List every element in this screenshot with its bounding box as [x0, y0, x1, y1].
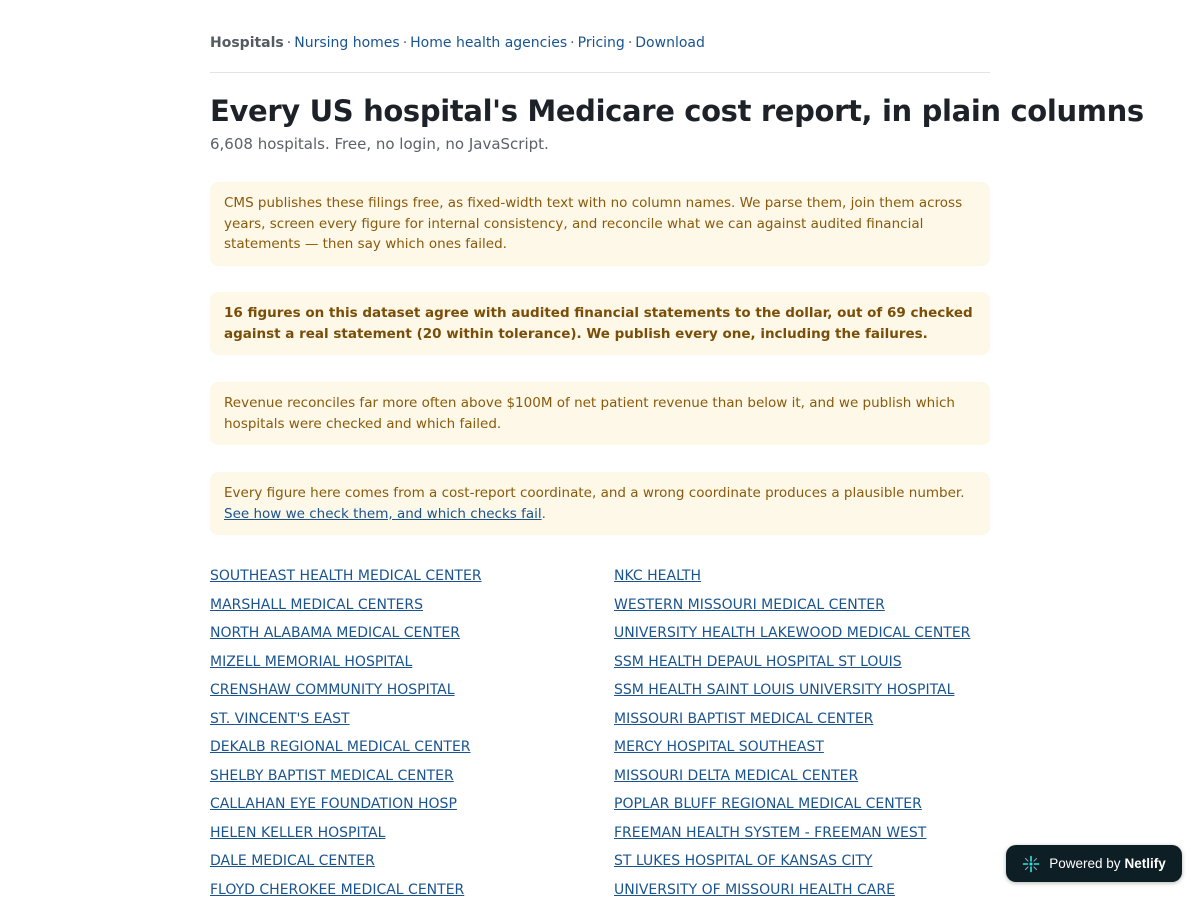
hospital-link[interactable]: WESTERN MISSOURI MEDICAL CENTER: [614, 595, 970, 624]
nav-separator: ·: [567, 35, 577, 51]
hospital-link[interactable]: DEKALB REGIONAL MEDICAL CENTER: [210, 737, 482, 766]
hospital-link[interactable]: MERCY HOSPITAL SOUTHEAST: [614, 737, 970, 766]
hospital-link[interactable]: MISSOURI DELTA MEDICAL CENTER: [614, 766, 970, 795]
nav-separator: ·: [400, 35, 410, 51]
hospital-list-right: [614, 566, 970, 908]
hospital-link[interactable]: DALE MEDICAL CENTER: [210, 851, 482, 880]
hospital-link[interactable]: CRENSHAW COMMUNITY HOSPITAL: [210, 680, 482, 709]
hospital-link[interactable]: SOUTHEAST HEALTH MEDICAL CENTER: [210, 566, 482, 595]
hospital-link[interactable]: ST. VINCENT'S EAST: [210, 709, 482, 738]
nav-separator: ·: [284, 35, 294, 51]
hospital-link[interactable]: NKC HEALTH: [614, 566, 970, 595]
hospital-link[interactable]: SSM HEALTH SAINT LOUIS UNIVERSITY HOSPITAL: [614, 680, 970, 709]
audit-notice: 16 figures on this dataset agree with audited financial statements to the dollar, out of 69 checked against a real statement (20 within tolerance). We publish every one, including the failures.: [210, 292, 990, 355]
page-title: Every US hospital's Medicare cost report, in plain columns: [210, 92, 1010, 130]
nav-link-home-health-agencies[interactable]: Home health agencies: [410, 35, 567, 51]
hospital-link[interactable]: POPLAR BLUFF REGIONAL MEDICAL CENTER: [614, 794, 970, 823]
coordinate-notice-text: Every figure here comes from a cost-report coordinate, and a wrong coordinate produces a plausible number.: [224, 485, 965, 501]
netlify-icon: [1022, 855, 1040, 873]
hospital-list-left: [210, 566, 482, 908]
nav-link-pricing[interactable]: Pricing: [578, 35, 625, 51]
netlify-badge[interactable]: [1006, 845, 1182, 882]
badge-brand: Netlify: [1125, 856, 1166, 871]
methodology-link[interactable]: See how we check them, and which checks fail: [224, 506, 542, 522]
intro-notice: CMS publishes these filings free, as fixed-width text with no column names. We parse them, join them across years, screen every figure for internal consistency, and reconcile what we can against audited financial statements — then say which ones failed.: [210, 182, 990, 266]
hospital-link[interactable]: MISSOURI BAPTIST MEDICAL CENTER: [614, 709, 970, 738]
page-subtitle: 6,608 hospitals. Free, no login, no JavaScript.: [210, 133, 549, 155]
hospital-link[interactable]: MARSHALL MEDICAL CENTERS: [210, 595, 482, 624]
hospital-link[interactable]: FLOYD CHEROKEE MEDICAL CENTER: [210, 880, 482, 908]
hospital-link[interactable]: CALLAHAN EYE FOUNDATION HOSP: [210, 794, 482, 823]
top-nav: [210, 33, 705, 53]
header-divider: [210, 72, 990, 73]
nav-separator: ·: [625, 35, 635, 51]
coordinate-notice-end: .: [542, 506, 546, 522]
coordinate-notice: [210, 472, 990, 535]
hospital-link[interactable]: SSM HEALTH DEPAUL HOSPITAL ST LOUIS: [614, 652, 970, 681]
hospital-link[interactable]: ST LUKES HOSPITAL OF KANSAS CITY: [614, 851, 970, 880]
nav-current-hospitals: Hospitals: [210, 35, 284, 51]
badge-prefix: Powered by: [1049, 856, 1120, 871]
revenue-notice: Revenue reconciles far more often above $100M of net patient revenue than below it, and we publish which hospitals were checked and which failed.: [210, 382, 990, 445]
hospital-link[interactable]: FREEMAN HEALTH SYSTEM - FREEMAN WEST: [614, 823, 970, 852]
hospital-link[interactable]: NORTH ALABAMA MEDICAL CENTER: [210, 623, 482, 652]
nav-link-download[interactable]: Download: [635, 35, 705, 51]
hospital-link[interactable]: HELEN KELLER HOSPITAL: [210, 823, 482, 852]
hospital-link[interactable]: SHELBY BAPTIST MEDICAL CENTER: [210, 766, 482, 795]
hospital-link[interactable]: UNIVERSITY HEALTH LAKEWOOD MEDICAL CENTER: [614, 623, 970, 652]
hospital-link[interactable]: UNIVERSITY OF MISSOURI HEALTH CARE: [614, 880, 970, 908]
hospital-link[interactable]: MIZELL MEMORIAL HOSPITAL: [210, 652, 482, 681]
nav-link-nursing-homes[interactable]: Nursing homes: [294, 35, 399, 51]
